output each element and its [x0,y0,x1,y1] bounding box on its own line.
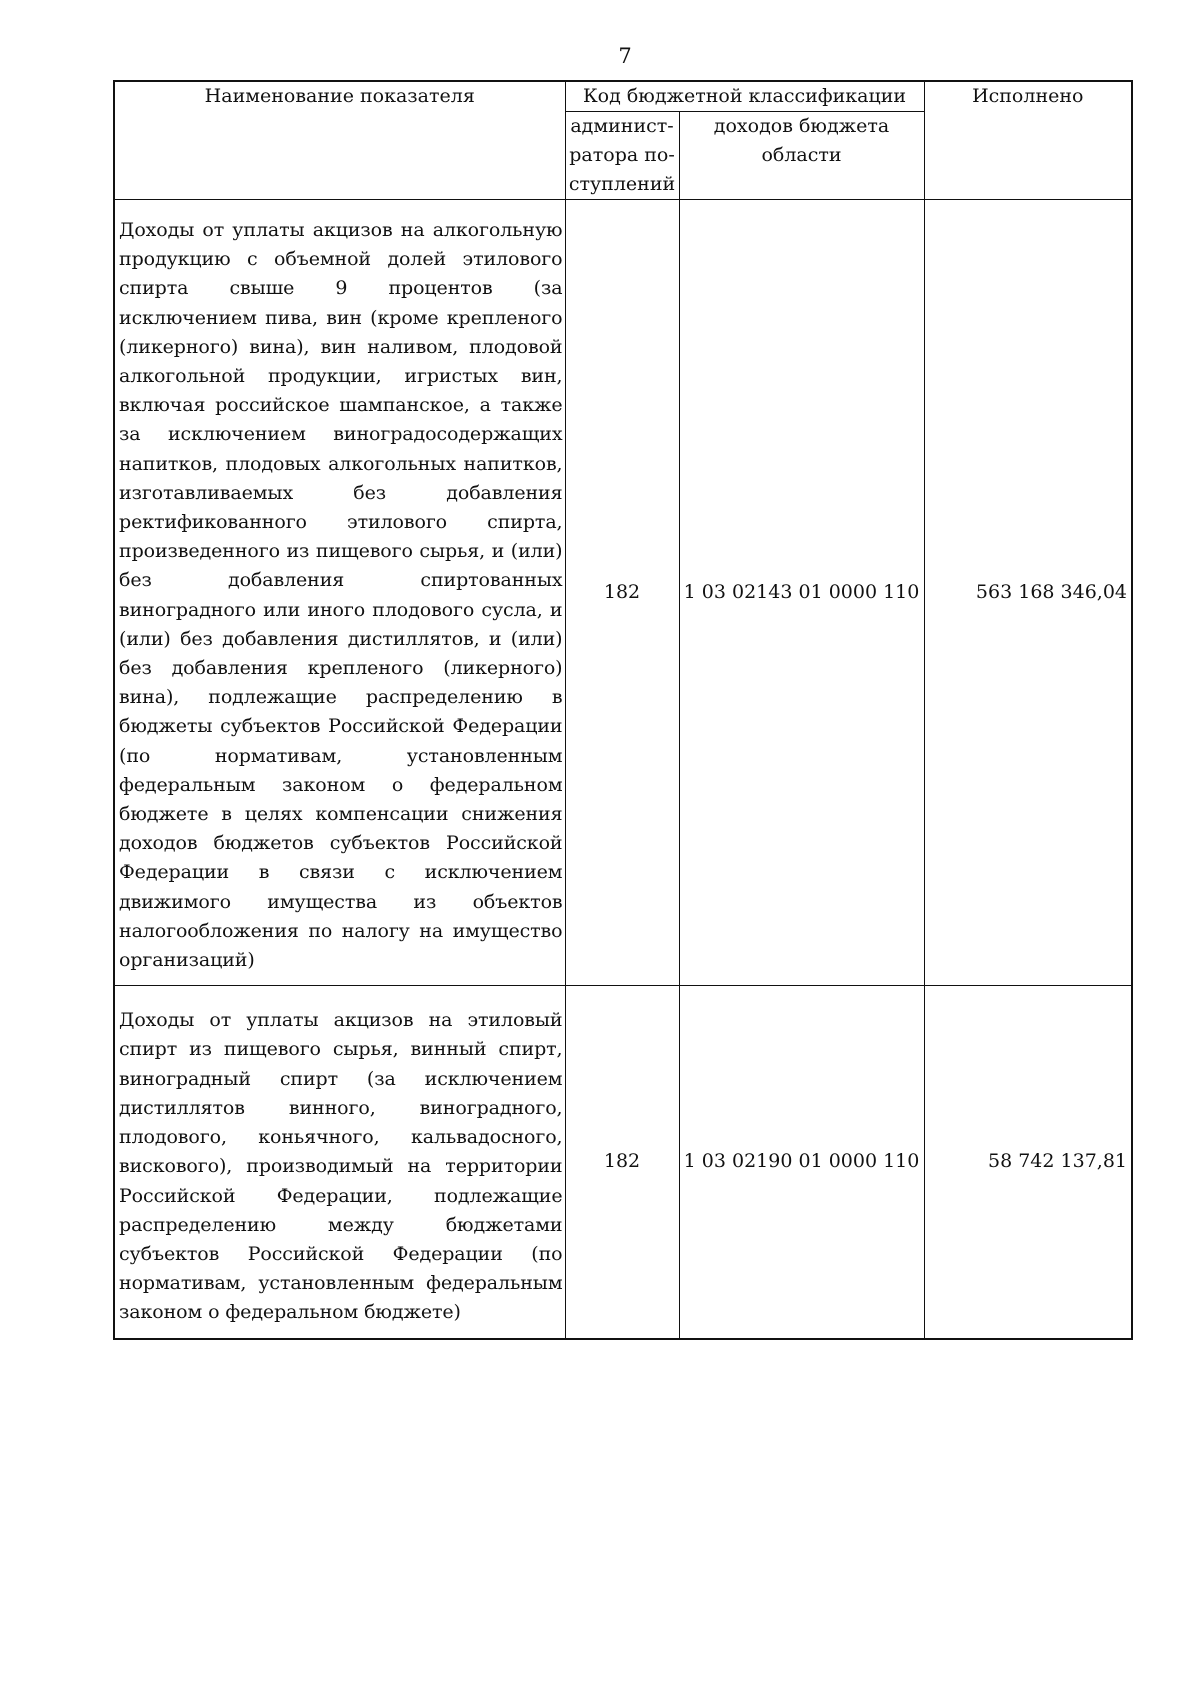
header-code-group: Код бюджетной классификации [565,81,924,112]
row-description: Доходы от уплаты акцизов на этиловый спирт из пищевого сырья, винный спирт, виноградный спирт (за исключением дистиллятов винного, виноградного, плодового, коньячного, кальвадосного, вискового), производимый на территории Российской Федерации, подлежащие распределению между бюджетами субъектов Российской Федерации (по нормативам, установленным федеральным законом о федеральном бюджете) [114,986,565,1339]
header-income: доходов бюджета области [679,112,924,200]
row-income-code: 1 03 02190 01 0000 110 [679,986,924,1339]
header-executed: Исполнено [924,81,1132,200]
budget-table [113,80,1133,1340]
page-number: 7 [618,44,632,68]
row-executed: 563 168 346,04 [924,200,1132,986]
header-admin: админист- ратора по- ступлений [565,112,679,200]
table-header-row [114,81,1132,112]
row-admin-code: 182 [565,986,679,1339]
row-admin-code: 182 [565,200,679,986]
row-description: Доходы от уплаты акцизов на алкогольную продукцию с объемной долей этилового спирта свыше 9 процентов (за исключением пива, вин (кроме крепленого (ликерного) вина), вин наливом, плодовой алкогольной продукции, игристых вин, включая российское шампанское, а также за исключением виноградосодержащих напитков, плодовых алкогольных напитков, изготавливаемых без добавления ректификованного этилового спирта, произведенного из пищевого сырья, и (или) без добавления спиртованных виноградного или иного плодового сусла, и (или) без добавления дистиллятов, и (или) без добавления крепленого (ликерного) вина), подлежащие распределению в бюджеты субъектов Российской Федерации (по нормативам, установленным федеральным законом о федеральном бюджете в целях компенсации снижения доходов бюджетов субъектов Российской Федерации в связи с исключением движимого имущества из объектов налогообложения по налогу на имущество организаций) [114,200,565,986]
row-income-code: 1 03 02143 01 0000 110 [679,200,924,986]
table-row [114,200,1132,986]
header-name: Наименование показателя [114,81,565,200]
table-row [114,986,1132,1339]
row-executed: 58 742 137,81 [924,986,1132,1339]
